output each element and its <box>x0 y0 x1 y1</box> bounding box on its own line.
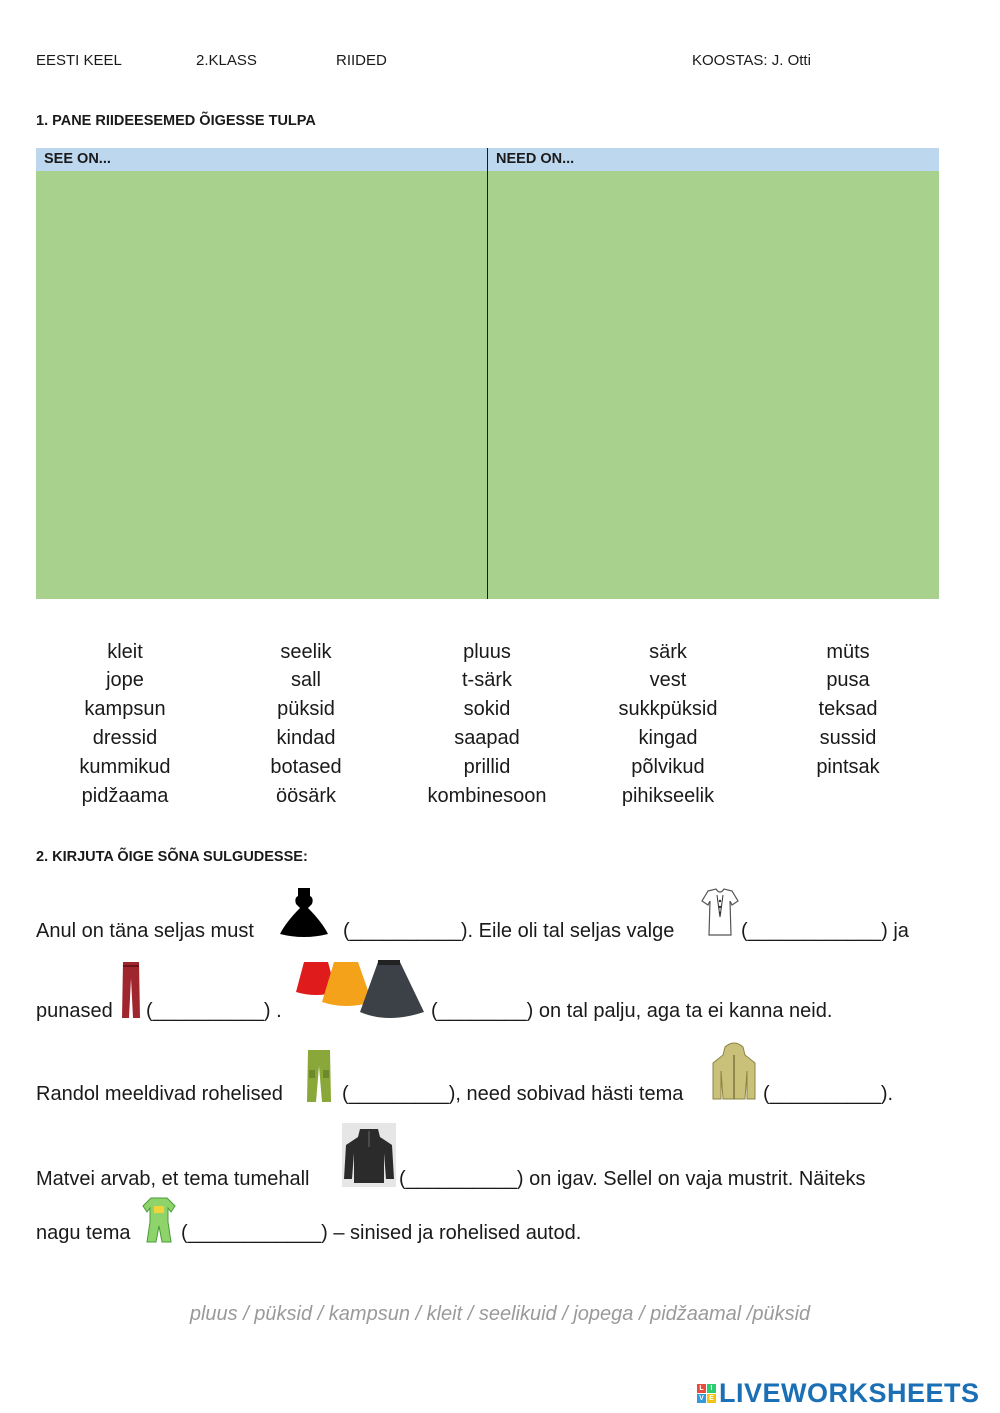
word-card[interactable]: pihikseelik <box>621 785 715 807</box>
word-card[interactable]: kingad <box>638 727 698 749</box>
logo-text: LIVEWORKSHEETS <box>719 1377 980 1408</box>
word-card[interactable]: põlvikud <box>631 756 705 778</box>
word-card[interactable]: seelik <box>280 641 332 663</box>
topic-label: RIIDED <box>336 52 387 69</box>
dress-icon <box>278 884 330 940</box>
word-card[interactable]: sukkpüksid <box>618 698 718 720</box>
drop-zone-need-on[interactable] <box>488 171 939 599</box>
sentence-line-3 <box>36 1079 283 1109</box>
sentence-text: Matvei arvab, et tema tumehall <box>36 1168 310 1190</box>
sentence-line-1c[interactable] <box>741 916 909 946</box>
grade-label: 2.KLASS <box>196 52 257 69</box>
word-card[interactable]: kombinesoon <box>427 785 547 807</box>
answer-blank-skirts[interactable]: (________) on tal palju, aga ta ei kanna neid. <box>431 1000 833 1022</box>
sentence-text: Randol meeldivad rohelised <box>36 1083 283 1105</box>
sentence-line-2b[interactable] <box>146 996 282 1026</box>
sentence-line-4b[interactable] <box>399 1164 866 1194</box>
author-label: KOOSTAS: J. Otti <box>692 52 811 69</box>
word-card[interactable]: sussid <box>819 727 877 749</box>
word-card[interactable]: vest <box>649 669 687 691</box>
sort-table <box>36 148 939 599</box>
word-card[interactable]: pusa <box>826 669 870 691</box>
word-card[interactable]: öösärk <box>275 785 337 807</box>
word-card[interactable]: saapad <box>454 727 520 749</box>
sentence-line-5b[interactable] <box>181 1218 581 1248</box>
word-card[interactable]: kindad <box>276 727 336 749</box>
sentence-text: Anul on täna seljas must <box>36 920 254 942</box>
green-trousers-icon <box>305 1048 333 1104</box>
logo-icon: L I V E <box>697 1384 716 1403</box>
task1-title: 1. PANE RIIDEESEMED ÕIGESSE TULPA <box>36 113 316 129</box>
word-card[interactable]: botased <box>270 756 342 778</box>
pajamas-icon <box>142 1196 176 1244</box>
word-card[interactable]: pidžaama <box>81 785 169 807</box>
task2-title: 2. KIRJUTA ÕIGE SÕNA SULGUDESSE: <box>36 849 308 865</box>
trousers-icon <box>120 960 142 1020</box>
sentence-text: nagu tema <box>36 1222 131 1244</box>
sentence-line-3b[interactable] <box>342 1079 683 1109</box>
skirts-icon <box>296 958 426 1022</box>
sentence-line-5 <box>36 1218 131 1248</box>
word-card[interactable]: kummikud <box>79 756 171 778</box>
word-card[interactable]: dressid <box>92 727 158 749</box>
word-card[interactable]: särk <box>649 641 687 663</box>
word-card[interactable]: prillid <box>463 756 511 778</box>
sentence-line-2c[interactable] <box>431 996 832 1026</box>
word-card[interactable]: sall <box>290 669 321 691</box>
sentence-line-2 <box>36 996 113 1026</box>
word-card[interactable]: kleit <box>107 641 143 663</box>
sentence-line-4 <box>36 1164 309 1194</box>
answer-blank-jacket[interactable]: (__________). <box>763 1083 894 1105</box>
liveworksheets-logo <box>697 1378 980 1408</box>
answer-blank-blouse[interactable]: (____________) ja <box>741 920 909 942</box>
answer-blank-sweater[interactable]: (__________) on igav. Sellel on vaja mustrit. Näiteks <box>399 1168 866 1190</box>
column-header-see-on: SEE ON... <box>36 148 487 171</box>
answer-blank-dress[interactable]: (__________). Eile oli tal seljas valge <box>343 920 675 942</box>
jacket-icon <box>711 1041 757 1103</box>
word-card[interactable]: müts <box>826 641 870 663</box>
word-card[interactable]: pintsak <box>816 756 880 778</box>
column-divider <box>487 148 488 599</box>
answer-blank-pajamas[interactable]: (____________) – sinised ja rohelised autod. <box>181 1222 582 1244</box>
word-card[interactable]: kampsun <box>84 698 166 720</box>
blouse-icon <box>700 887 740 939</box>
sweater-icon <box>342 1123 396 1187</box>
subject-label: EESTI KEEL <box>36 52 122 69</box>
answer-word-list: pluus / püksid / kampsun / kleit / seelikuid / jopega / pidžaamal /püksid <box>189 1303 811 1325</box>
sentence-line-1 <box>36 916 254 946</box>
sentence-line-3c[interactable] <box>763 1079 893 1109</box>
word-card[interactable]: teksad <box>818 698 878 720</box>
sentence-line-1b[interactable] <box>343 916 674 946</box>
word-card[interactable]: püksid <box>277 698 335 720</box>
drop-zone-see-on[interactable] <box>36 171 487 599</box>
answer-blank-green-trousers[interactable]: (_________), need sobivad hästi tema <box>342 1083 684 1105</box>
word-card[interactable]: jope <box>106 669 144 691</box>
answer-blank-trousers[interactable]: (__________) . <box>146 1000 282 1022</box>
word-card[interactable]: pluus <box>463 641 511 663</box>
column-header-need-on: NEED ON... <box>488 148 939 171</box>
sentence-text: punased <box>36 1000 113 1022</box>
word-card[interactable]: t-särk <box>462 669 512 691</box>
word-card[interactable]: sokid <box>463 698 511 720</box>
